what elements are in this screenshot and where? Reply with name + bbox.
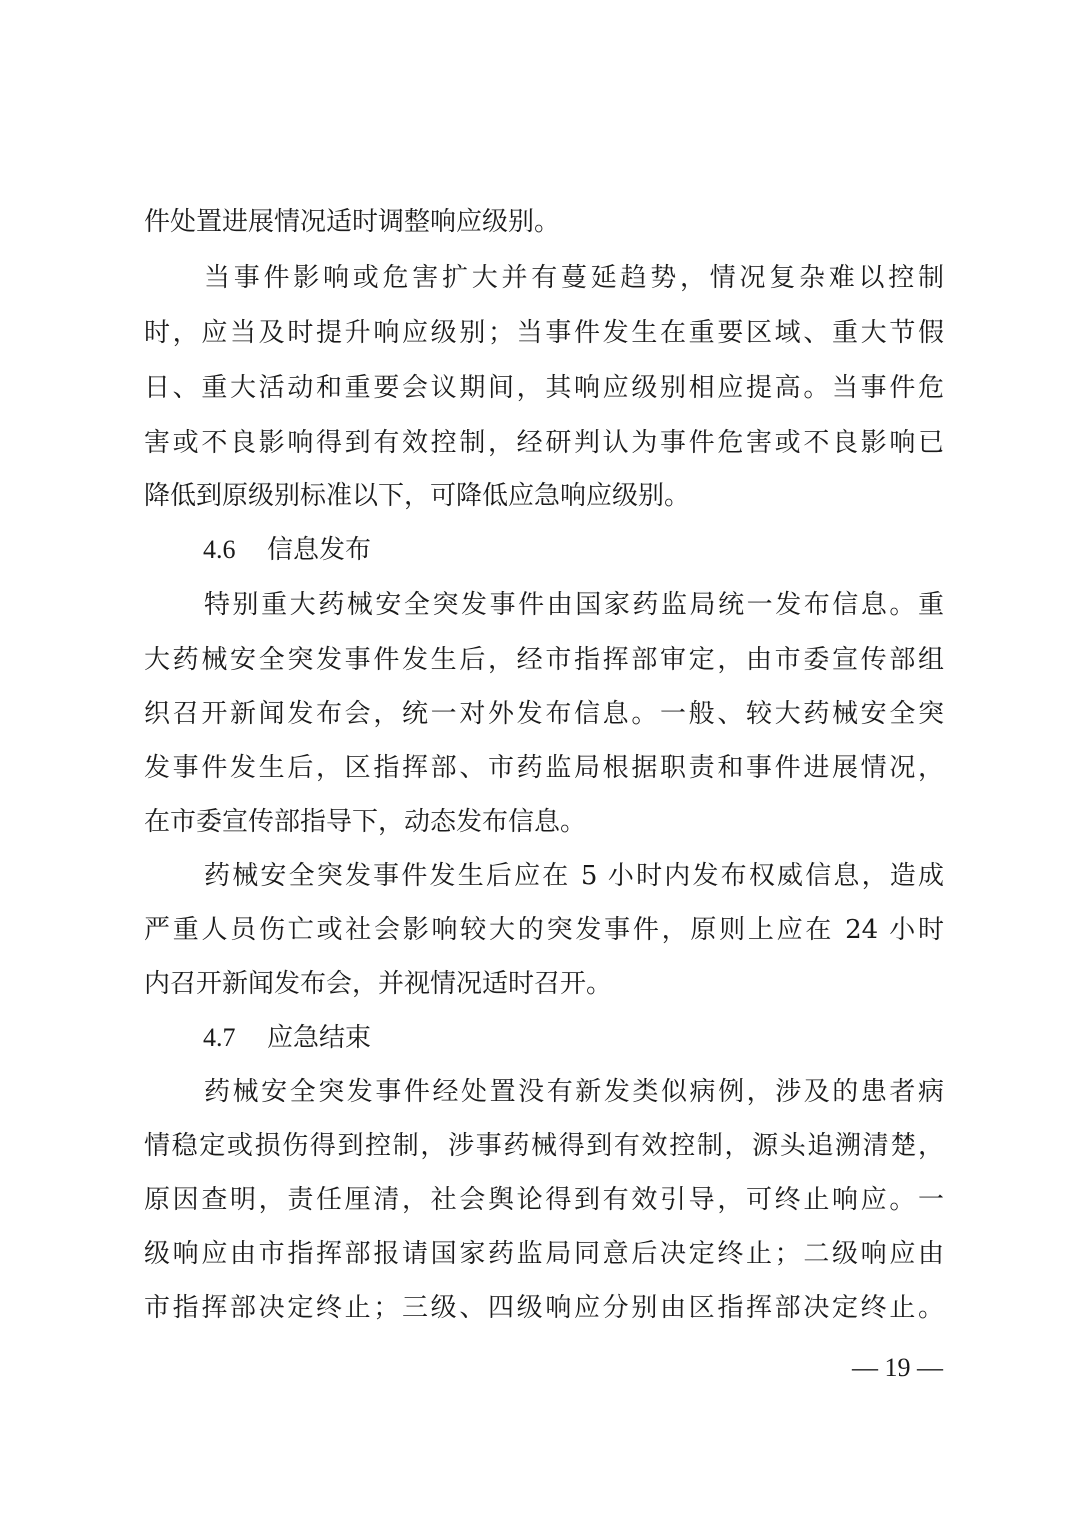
paragraph-line: 在市委宣传部指导下，动态发布信息。 xyxy=(144,807,587,837)
paragraph-line: 特别重大药械安全突发事件由国家药监局统一发布信息。重 xyxy=(204,590,944,620)
paragraph-line: 级响应由市指挥部报请国家药监局同意后决定终止；二级响应由 xyxy=(144,1239,944,1269)
paragraph-line: 日、重大活动和重要会议期间，其响应级别相应提高。当事件危 xyxy=(144,373,944,403)
paragraph-line: 降低到原级别标准以下，可降低应急响应级别。 xyxy=(144,481,691,511)
paragraph-line: 内召开新闻发布会，并视情况适时召开。 xyxy=(144,969,613,999)
paragraph-line: 药械安全突发事件发生后应在 5 小时内发布权威信息，造成 xyxy=(204,861,944,891)
paragraph-line: 织召开新闻发布会，统一对外发布信息。一般、较大药械安全突 xyxy=(144,699,944,729)
section-number: 4.6 xyxy=(203,535,236,564)
paragraph-line: 害或不良影响得到有效控制，经研判认为事件危害或不良影响已 xyxy=(144,428,944,458)
paragraph-line: 大药械安全突发事件发生后，经市指挥部审定，由市委宣传部组 xyxy=(144,645,944,675)
section-title: 应急结束 xyxy=(267,1023,372,1053)
section-number: 4.7 xyxy=(203,1023,236,1052)
paragraph-line: 药械安全突发事件经处置没有新发类似病例，涉及的患者病 xyxy=(204,1077,944,1107)
paragraph-line: 件处置进展情况适时调整响应级别。 xyxy=(144,207,561,237)
page-number: — 19 — xyxy=(852,1353,943,1382)
paragraph-line: 情稳定或损伤得到控制，涉事药械得到有效控制，源头追溯清楚， xyxy=(144,1131,944,1161)
paragraph-line: 时，应当及时提升响应级别；当事件发生在重要区域、重大节假 xyxy=(144,318,944,348)
section-heading-4-7 xyxy=(203,1018,371,1058)
paragraph-line: 市指挥部决定终止；三级、四级响应分别由区指挥部决定终止。 xyxy=(144,1293,944,1323)
paragraph-line: 严重人员伤亡或社会影响较大的突发事件，原则上应在 24 小时 xyxy=(144,915,944,945)
paragraph-line: 发事件发生后，区指挥部、市药监局根据职责和事件进展情况， xyxy=(144,753,944,783)
paragraph-line: 原因查明，责任厘清，社会舆论得到有效引导，可终止响应。一 xyxy=(144,1185,944,1215)
section-heading-4-6 xyxy=(203,530,371,570)
paragraph-line: 当事件影响或危害扩大并有蔓延趋势，情况复杂难以控制 xyxy=(204,263,944,293)
section-title: 信息发布 xyxy=(267,535,372,565)
